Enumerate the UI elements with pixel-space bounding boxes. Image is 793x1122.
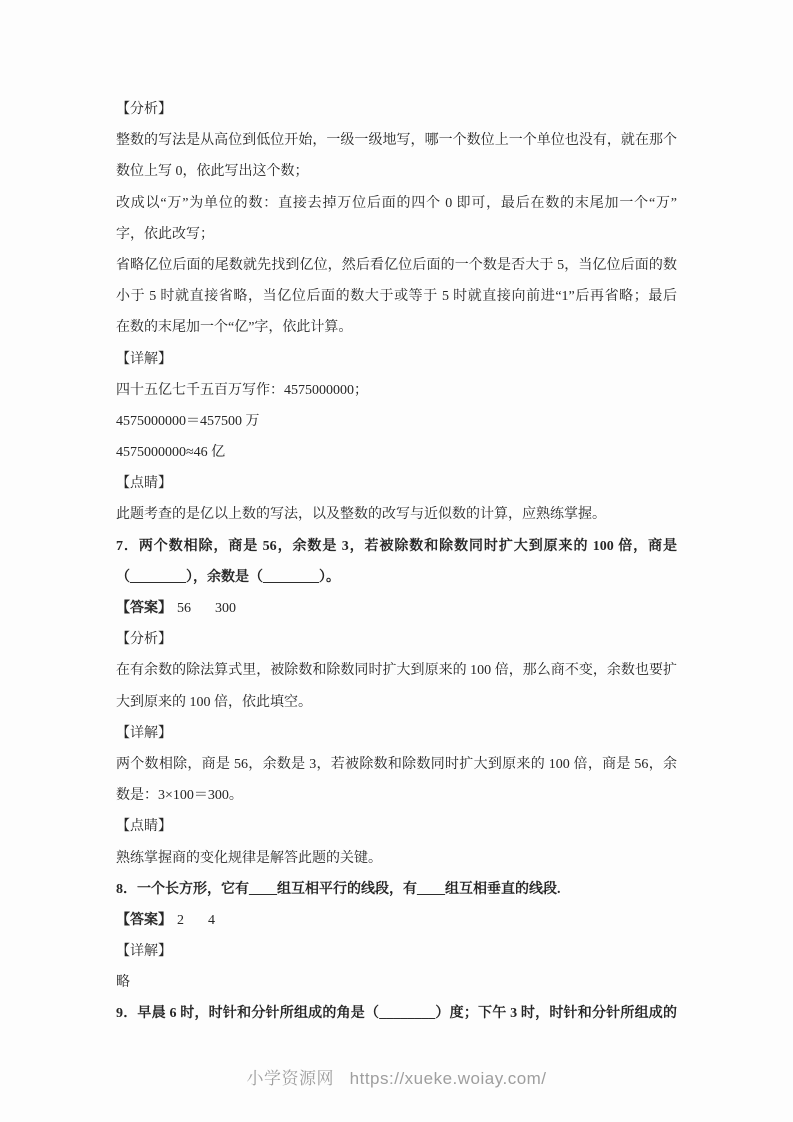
section-label-line: 【详解】 [116,351,172,367]
text-line: 数位上写 0，依此写出这个数； [116,164,309,180]
section-label-line: 【详解】 [116,944,172,960]
text-line: 大到原来的 100 倍，依此填空。 [116,694,312,710]
section-label-line: 【分析】 [116,632,172,648]
text-line: 在有余数的除法算式里，被除数和除数同时扩大到原来的 100 倍，那么商不变，余数也要扩 [116,663,677,679]
footer-url: https://xueke.woiay.com/ [349,1069,547,1088]
section-label-line: 【点睛】 [116,819,172,835]
document-content [116,94,677,1030]
text-line: 小于 5 时就直接省略，当亿位后面的数大于或等于 5 时就直接向前进“1”后再省略；最后 [116,289,677,305]
text-line: 此题考查的是亿以上数的写法，以及整数的改写与近似数的计算，应熟练掌握。 [116,507,606,523]
answer-label: 【答案】 [116,912,172,928]
answer-value: 56 [177,601,191,616]
text-line: 4575000000＝457500 万 [116,413,260,429]
answer-label: 【答案】 [116,601,172,616]
text-line: 4575000000≈46 亿 [116,445,226,461]
text-line: 省略亿位后面的尾数就先找到亿位，然后看亿位后面的一个数是否大于 5，当亿位后面的数 [116,257,677,273]
text-line: 字，依此改写； [116,226,214,242]
section-label-line: 【分析】 [116,102,172,117]
answer-line [116,593,677,624]
question-line: 9．早晨 6 时，时针和分针所组成的角是（________）度；下午 3 时，时针和分针所组成的 [116,1006,677,1022]
question-line: （________），余数是（________）。 [116,569,340,585]
section-label-line: 【点睛】 [116,476,172,492]
answer-value: 4 [208,912,215,928]
answer-value: 2 [177,912,184,928]
text-line: 在数的末尾加一个“亿”字，依此计算。 [116,320,353,336]
section-label-line: 【详解】 [116,725,172,741]
text-line: 熟练掌握商的变化规律是解答此题的关键。 [116,850,382,866]
text-line: 两个数相除，商是 56，余数是 3，若被除数和除数同时扩大到原来的 100 倍，商是 56，余 [116,756,677,772]
footer-spacer [339,1069,344,1088]
text-line: 改成以“万”为单位的数：直接去掉万位后面的四个 0 即可，最后在数的末尾加一个“万” [116,195,677,211]
question-line: 7．两个数相除，商是 56，余数是 3，若被除数和除数同时扩大到原来的 100 倍，商是 [116,538,677,554]
footer-site-name: 小学资源网 [246,1069,334,1088]
text-line: 略 [116,975,130,991]
footer-watermark [0,1064,793,1089]
text-line: 整数的写法是从高位到低位开始，一级一级地写，哪一个数位上一个单位也没有，就在那个 [116,133,677,149]
answer-line [116,905,677,936]
answer-value: 300 [215,601,236,616]
question-line: 8．一个长方形，它有____组互相平行的线段，有____组互相垂直的线段. [116,881,561,897]
text-line: 四十五亿七千五百万写作：4575000000； [116,382,368,398]
text-line: 数是：3×100＝300。 [116,788,243,804]
